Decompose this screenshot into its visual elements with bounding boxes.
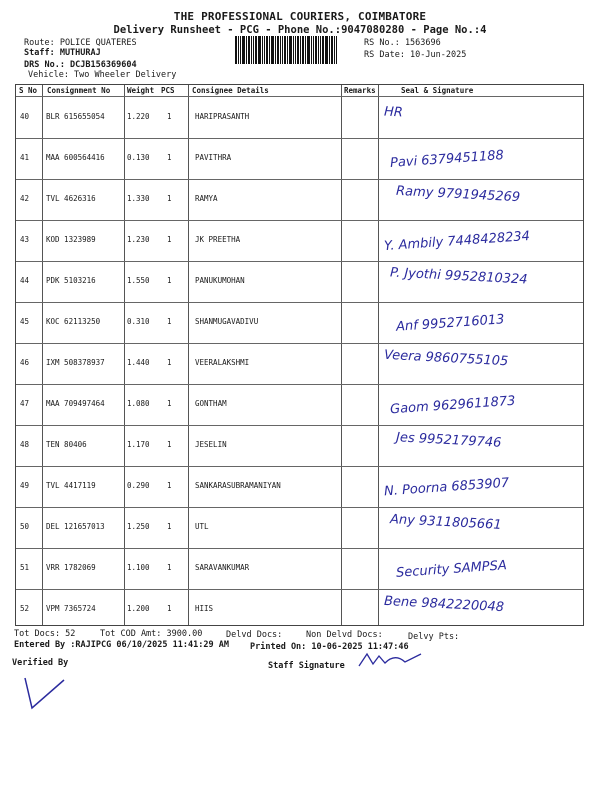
barcode-bar	[320, 36, 321, 64]
row-consignment-no: TEN 80406	[46, 440, 87, 449]
signature-handwriting: Y. Ambily 7448428234	[383, 228, 531, 255]
table-row	[16, 589, 583, 630]
barcode-bar	[307, 36, 310, 64]
barcode-bar	[235, 36, 237, 64]
barcode	[235, 36, 355, 64]
row-consignment-no: VPM 7365724	[46, 604, 96, 613]
barcode-bar	[313, 36, 314, 64]
row-weight: 1.230	[127, 235, 150, 244]
table-row	[16, 466, 583, 507]
row-consignee: RAMYA	[195, 194, 218, 203]
row-consignment-no: KOD 1323989	[46, 235, 96, 244]
barcode-bar	[297, 36, 299, 64]
barcode-bar	[322, 36, 324, 64]
barcode-bar	[264, 36, 265, 64]
row-sno: 43	[20, 235, 30, 244]
row-consignee: HIIS	[195, 604, 214, 613]
rs-date: RS Date: 10-Jun-2025	[364, 50, 467, 60]
barcode-bar	[282, 36, 283, 64]
row-consignee: PANUKUMOHAN	[195, 276, 245, 285]
verified-by: Verified By	[12, 658, 69, 668]
col-header-remarks: Remarks	[344, 86, 376, 95]
row-weight: 0.310	[127, 317, 150, 326]
row-sno: 49	[20, 481, 30, 490]
row-sno: 51	[20, 563, 30, 572]
row-weight: 1.550	[127, 276, 150, 285]
row-sno: 48	[20, 440, 30, 449]
barcode-bar	[315, 36, 317, 64]
col-header-sno: S No	[19, 86, 38, 95]
barcode-bar	[295, 36, 296, 64]
row-pcs: 1	[167, 194, 172, 203]
row-weight: 0.290	[127, 481, 150, 490]
barcode-bar	[251, 36, 252, 64]
delvd-docs: Delvd Docs:	[226, 630, 283, 640]
row-sno: 40	[20, 112, 30, 121]
row-pcs: 1	[167, 399, 172, 408]
signature-handwriting: Pavi 6379451188	[389, 148, 505, 171]
row-consignee: SANKARASUBRAMANIYAN	[195, 481, 281, 490]
barcode-bar	[269, 36, 270, 64]
non-delvd-docs: Non Delvd Docs:	[306, 630, 383, 640]
row-sno: 50	[20, 522, 30, 531]
row-pcs: 1	[167, 235, 172, 244]
row-weight: 1.250	[127, 522, 150, 531]
staff-text: Staff: MUTHURAJ	[24, 48, 101, 58]
signature-handwriting: N. Poorna 6853907	[383, 475, 510, 500]
table-row	[16, 220, 583, 261]
table-row	[16, 384, 583, 425]
entered-by: Entered By :RAJIPCG 06/10/2025 11:41:29 AM	[14, 640, 229, 650]
printed-on: Printed On: 10-06-2025 11:47:46	[250, 642, 409, 652]
signature-handwriting: Jes 9952179746	[395, 430, 502, 451]
row-weight: 1.330	[127, 194, 150, 203]
barcode-bar	[293, 36, 294, 64]
table-row	[16, 261, 583, 302]
row-consignment-no: DEL 121657013	[46, 522, 105, 531]
barcode-bar	[253, 36, 254, 64]
table-row	[16, 302, 583, 343]
barcode-bar	[262, 36, 263, 64]
row-consignee: SARAVANKUMAR	[195, 563, 250, 572]
barcode-bar	[271, 36, 274, 64]
col-header-weight: Weight	[127, 86, 155, 95]
barcode-bar	[246, 36, 247, 64]
row-pcs: 1	[167, 563, 172, 572]
row-consignment-no: BLR 615655054	[46, 112, 105, 121]
barcode-bar	[255, 36, 257, 64]
barcode-bar	[336, 36, 337, 64]
table-row	[16, 97, 583, 138]
signature-handwriting: Security SAMPSA	[395, 558, 508, 581]
signature-handwriting: Gaom 9629611873	[389, 393, 516, 418]
row-consignment-no: MAA 600564416	[46, 153, 105, 162]
row-weight: 1.200	[127, 604, 150, 613]
row-pcs: 1	[167, 317, 172, 326]
barcode-bar	[242, 36, 245, 64]
runsheet-table	[15, 84, 584, 626]
row-consignment-no: PDK 5103216	[46, 276, 96, 285]
barcode-bar	[284, 36, 286, 64]
barcode-bar	[300, 36, 301, 64]
row-pcs: 1	[167, 358, 172, 367]
barcode-bar	[325, 36, 328, 64]
row-pcs: 1	[167, 522, 172, 531]
col-header-pcs: PCS	[161, 86, 175, 95]
signature-handwriting: Any 9311805661	[389, 512, 502, 533]
barcode-bar	[334, 36, 335, 64]
table-row	[16, 138, 583, 179]
tot-cod-amt: Tot COD Amt: 3900.00	[100, 629, 203, 639]
staff-signature-mark	[355, 648, 430, 673]
barcode-bar	[248, 36, 250, 64]
row-sno: 47	[20, 399, 30, 408]
staff-signature-label: Staff Signature	[268, 661, 345, 671]
barcode-bar	[275, 36, 276, 64]
table-row	[16, 425, 583, 466]
table-row	[16, 179, 583, 220]
signature-handwriting: Veera 9860755105	[383, 347, 509, 370]
row-consignment-no: KOC 62113250	[46, 317, 101, 326]
barcode-bar	[240, 36, 241, 64]
row-consignment-no: TVL 4626316	[46, 194, 96, 203]
barcode-bar	[280, 36, 281, 64]
barcode-bar	[277, 36, 279, 64]
row-weight: 1.440	[127, 358, 150, 367]
row-consignee: GONTHAM	[195, 399, 227, 408]
tot-docs: Tot Docs: 52	[14, 629, 76, 639]
vehicle-text: Vehicle: Two Wheeler Delivery	[28, 70, 177, 80]
row-pcs: 1	[167, 604, 172, 613]
signature-handwriting: Ramy 9791945269	[395, 183, 521, 206]
barcode-bar	[311, 36, 312, 64]
barcode-bar	[289, 36, 292, 64]
barcode-bar	[305, 36, 306, 64]
drs-number: DRS No.: DCJB156369604	[24, 60, 137, 70]
col-header-consignee: Consignee Details	[192, 86, 269, 95]
verified-signature-mark	[20, 670, 80, 715]
row-weight: 1.170	[127, 440, 150, 449]
company-title: THE PROFESSIONAL COURIERS, COIMBATORE	[173, 10, 427, 23]
col-header-consignment: Consignment No	[47, 86, 111, 95]
row-pcs: 1	[167, 276, 172, 285]
row-sno: 45	[20, 317, 30, 326]
delvy-pts: Delvy Pts:	[408, 632, 460, 642]
signature-handwriting: Bene 9842220048	[383, 593, 505, 616]
row-pcs: 1	[167, 440, 172, 449]
row-sno: 52	[20, 604, 30, 613]
signature-handwriting: P. Jyothi 9952810324	[389, 265, 528, 288]
row-sno: 41	[20, 153, 30, 162]
table-row	[16, 548, 583, 589]
barcode-bar	[287, 36, 288, 64]
row-weight: 0.130	[127, 153, 150, 162]
row-weight: 1.100	[127, 563, 150, 572]
barcode-bar	[329, 36, 330, 64]
signature-handwriting: HR	[383, 104, 404, 121]
row-consignee: HARIPRASANTH	[195, 112, 250, 121]
table-row	[16, 343, 583, 384]
rs-number: RS No.: 1563696	[364, 38, 441, 48]
row-pcs: 1	[167, 153, 172, 162]
barcode-bar	[238, 36, 239, 64]
route-text: Route: POLICE QUATERES	[24, 38, 137, 48]
row-consignment-no: MAA 709497464	[46, 399, 105, 408]
barcode-bar	[258, 36, 261, 64]
row-consignment-no: VRR 1782069	[46, 563, 96, 572]
row-consignment-no: IXM 508378937	[46, 358, 105, 367]
barcode-bar	[331, 36, 333, 64]
row-sno: 42	[20, 194, 30, 203]
row-weight: 1.220	[127, 112, 150, 121]
row-consignee: SHANMUGAVADIVU	[195, 317, 259, 326]
signature-handwriting: Anf 9952716013	[395, 312, 505, 335]
row-weight: 1.080	[127, 399, 150, 408]
barcode-bar	[302, 36, 304, 64]
table-row	[16, 507, 583, 548]
row-consignee: VEERALAKSHMI	[195, 358, 250, 367]
row-sno: 46	[20, 358, 30, 367]
row-pcs: 1	[167, 481, 172, 490]
row-consignee: PAVITHRA	[195, 153, 232, 162]
row-consignment-no: TVL 4417119	[46, 481, 96, 490]
row-consignee: JESELIN	[195, 440, 227, 449]
row-consignee: UTL	[195, 522, 209, 531]
runsheet-subtitle: Delivery Runsheet - PCG - Phone No.:9047080280 - Page No.:4	[113, 24, 487, 36]
barcode-bar	[318, 36, 319, 64]
row-pcs: 1	[167, 112, 172, 121]
col-header-seal: Seal & Signature	[401, 86, 474, 95]
row-consignee: JK PREETHA	[195, 235, 241, 244]
barcode-bar	[266, 36, 268, 64]
row-sno: 44	[20, 276, 30, 285]
